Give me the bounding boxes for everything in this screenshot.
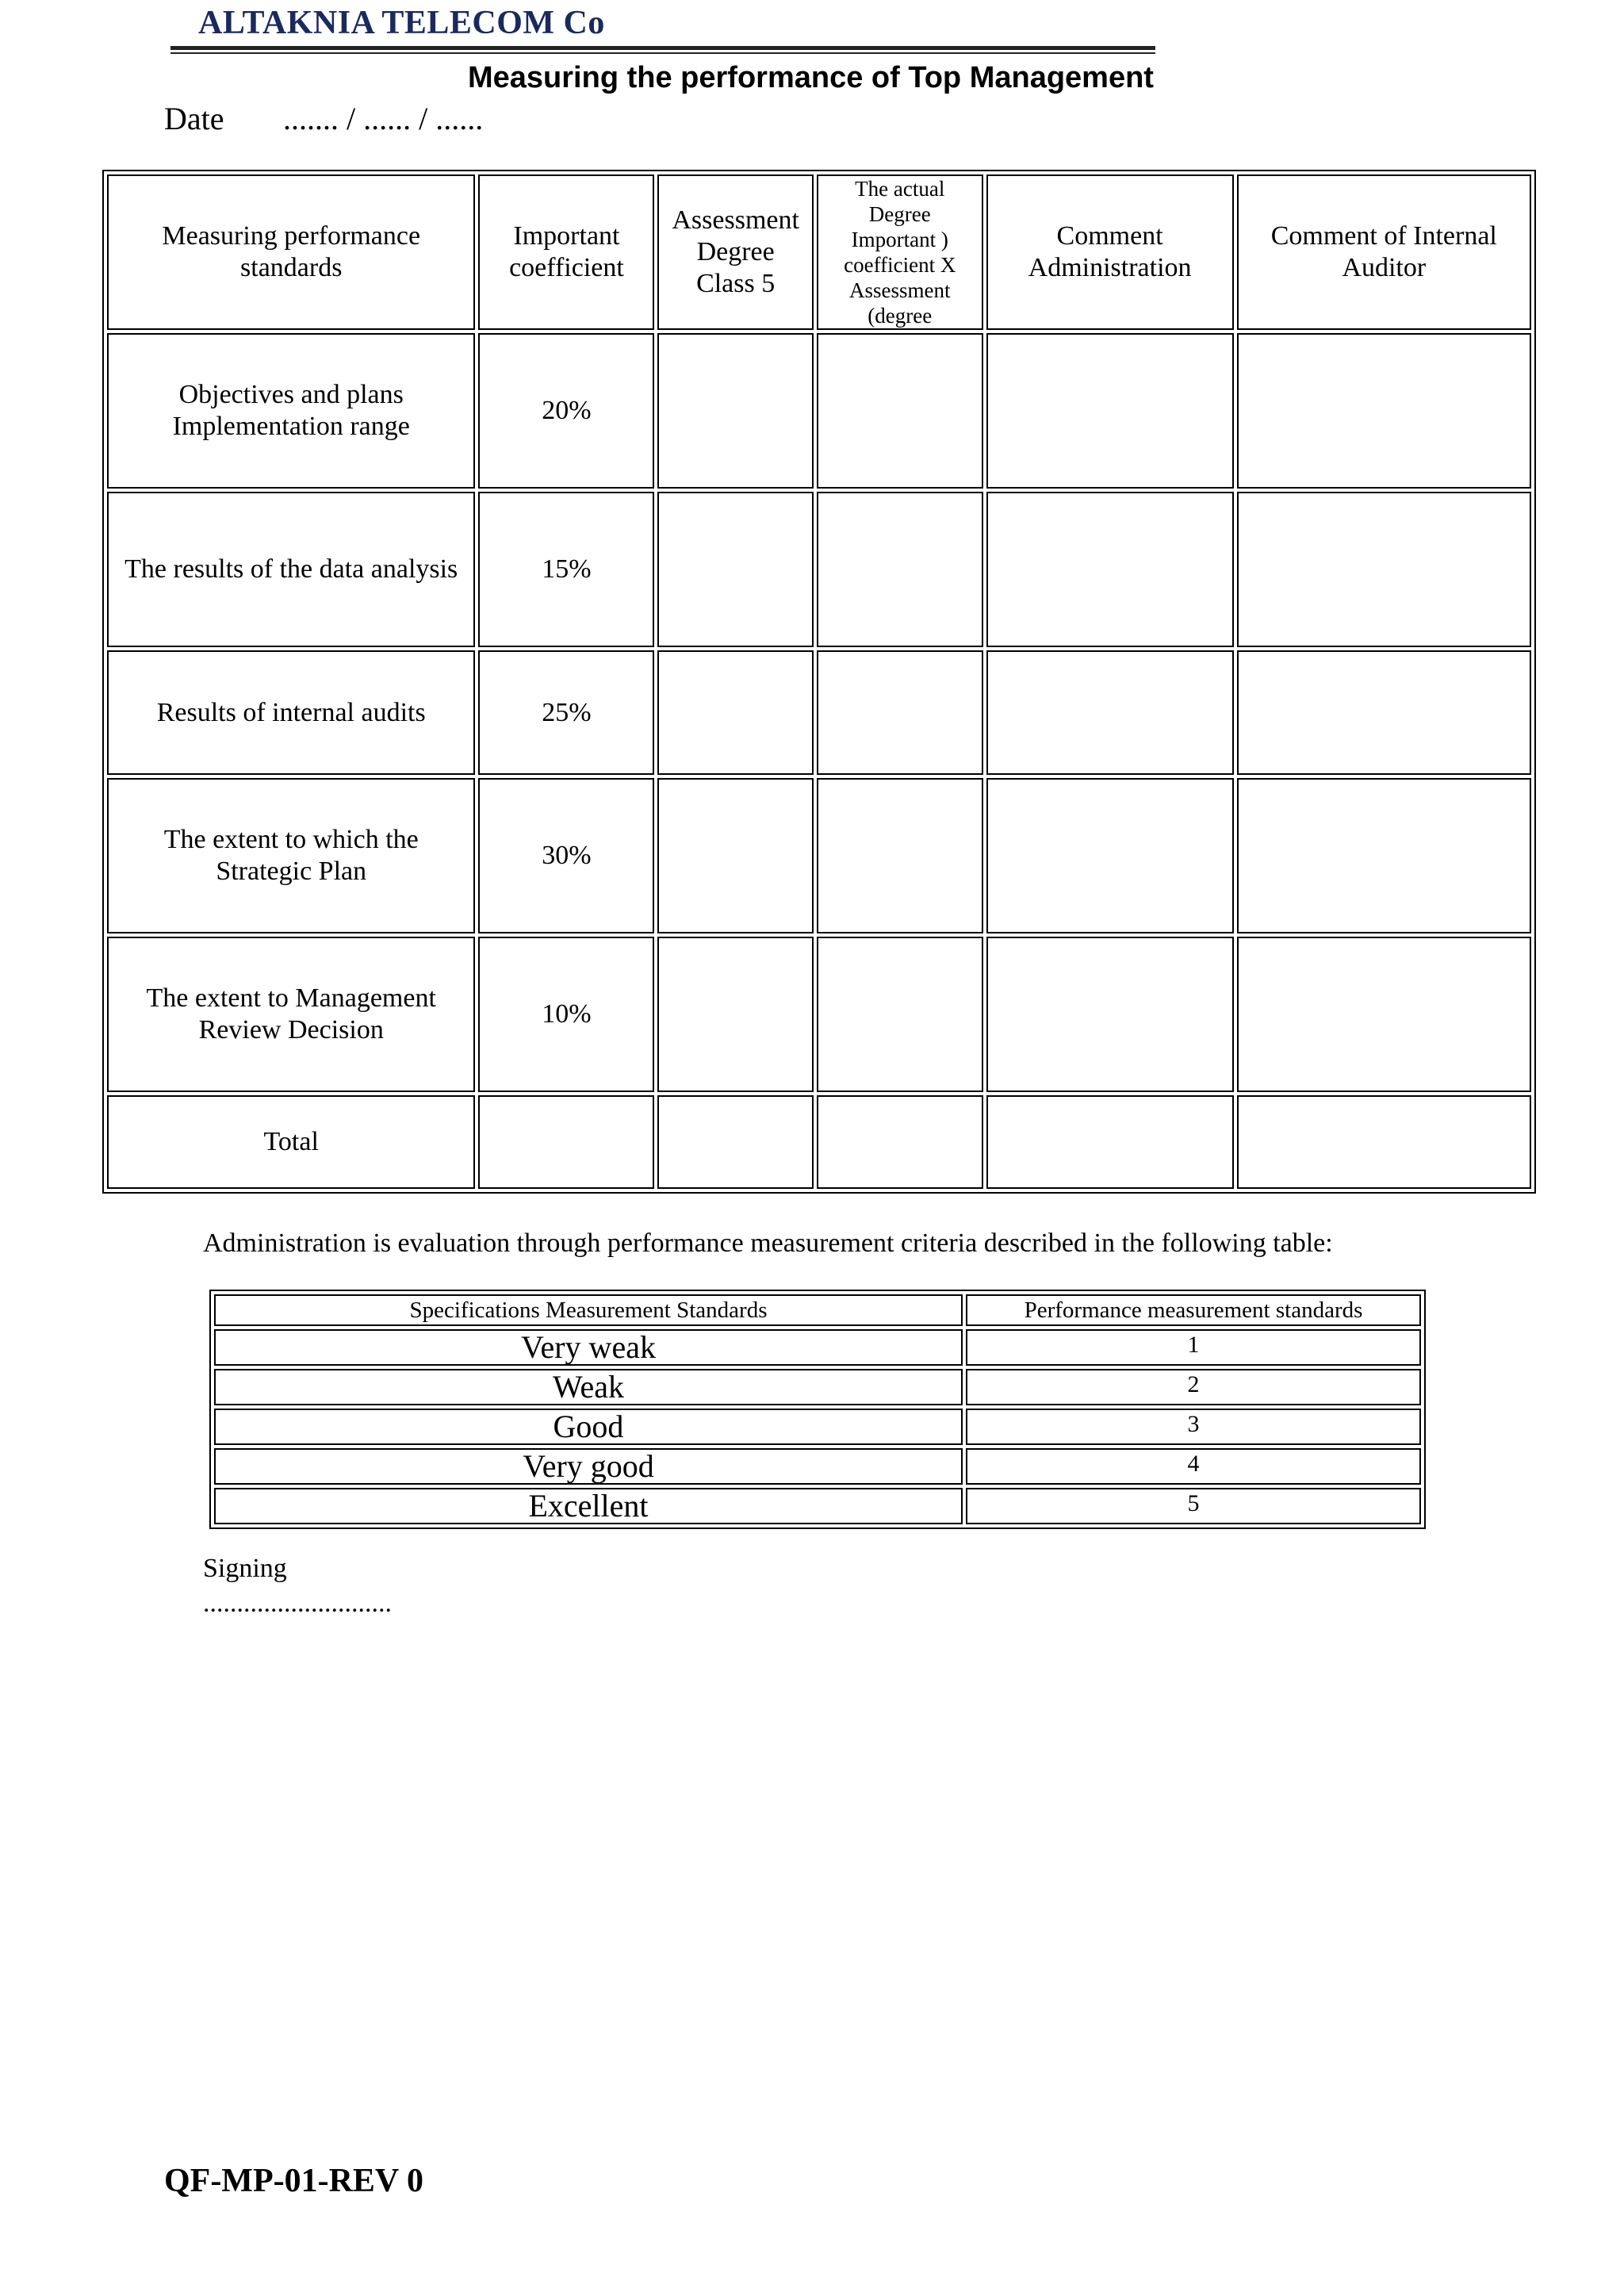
signing-label: Signing (203, 1554, 287, 1583)
comment-auditor-cell[interactable] (1237, 492, 1531, 647)
col-header-standards: Measuring performance standards (107, 174, 475, 330)
date-label: Date (164, 101, 224, 136)
assessment-degree-cell[interactable] (657, 650, 813, 775)
legend-spec: Good (214, 1409, 963, 1445)
actual-degree-cell[interactable] (817, 937, 983, 1092)
total-row (107, 1095, 1531, 1189)
document-title: Measuring the performance of Top Management (468, 61, 1154, 94)
header-rule-thin (170, 52, 1155, 54)
col-header-comment-auditor: Comment of Internal Auditor (1237, 174, 1531, 330)
legend-spec: Weak (214, 1369, 963, 1405)
legend-row (214, 1448, 1421, 1485)
legend-value: 3 (966, 1409, 1421, 1445)
total-comment-auditor-cell[interactable] (1237, 1095, 1531, 1189)
comment-admin-cell[interactable] (986, 778, 1234, 933)
legend-value: 4 (966, 1448, 1421, 1485)
form-code: QF-MP-01-REV 0 (164, 2163, 423, 2199)
signing-line[interactable]: ............................ (203, 1589, 392, 1618)
comment-admin-cell[interactable] (986, 650, 1234, 775)
standard-cell: The extent to which the Strategic Plan (107, 778, 475, 933)
table-row (107, 778, 1531, 933)
table-header-row (107, 174, 1531, 330)
legend-row (214, 1409, 1421, 1445)
comment-admin-cell[interactable] (986, 492, 1234, 647)
legend-table (209, 1290, 1426, 1529)
date-field[interactable]: ....... / ...... / ...... (283, 101, 484, 136)
legend-header-row (214, 1294, 1421, 1326)
legend-spec: Very good (214, 1448, 963, 1485)
actual-degree-cell[interactable] (817, 650, 983, 775)
legend-spec: Very weak (214, 1329, 963, 1366)
actual-degree-cell[interactable] (817, 492, 983, 647)
legend-spec: Excellent (214, 1488, 963, 1524)
comment-auditor-cell[interactable] (1237, 650, 1531, 775)
date-row (164, 97, 483, 141)
total-assessment-cell[interactable] (657, 1095, 813, 1189)
coefficient-cell: 10% (478, 937, 654, 1092)
standard-cell: Objectives and plans Implementation range (107, 333, 475, 489)
standard-cell: The results of the data analysis (107, 492, 475, 647)
table-row (107, 333, 1531, 489)
comment-auditor-cell[interactable] (1237, 333, 1531, 489)
standard-cell: The extent to Management Review Decision (107, 937, 475, 1092)
legend-value: 2 (966, 1369, 1421, 1405)
signing-block (203, 1551, 392, 1621)
col-header-actual-degree: The actual Degree Important ) coefficient X Assessment (degree (817, 174, 983, 330)
actual-degree-cell[interactable] (817, 778, 983, 933)
legend-row (214, 1369, 1421, 1405)
performance-table (102, 170, 1536, 1194)
actual-degree-cell[interactable] (817, 333, 983, 489)
standard-cell: Results of internal audits (107, 650, 475, 775)
table-row (107, 650, 1531, 775)
company-name: ALTAKNIA TELECOM Co (198, 5, 605, 41)
legend-header-spec: Specifications Measurement Standards (214, 1294, 963, 1326)
intro-text: Administration is evaluation through performance measurement criteria described in the following table: (203, 1228, 1333, 1258)
comment-admin-cell[interactable] (986, 333, 1234, 489)
total-coefficient-cell[interactable] (478, 1095, 654, 1189)
comment-auditor-cell[interactable] (1237, 778, 1531, 933)
table-row (107, 937, 1531, 1092)
legend-header-value: Performance measurement standards (966, 1294, 1421, 1326)
legend-row (214, 1488, 1421, 1524)
total-label: Total (107, 1095, 475, 1189)
legend-value: 1 (966, 1329, 1421, 1366)
legend-row (214, 1329, 1421, 1366)
assessment-degree-cell[interactable] (657, 778, 813, 933)
assessment-degree-cell[interactable] (657, 333, 813, 489)
comment-auditor-cell[interactable] (1237, 937, 1531, 1092)
col-header-coefficient: Important coefficient (478, 174, 654, 330)
header-rule-thick (170, 46, 1155, 50)
col-header-assessment: Assessment Degree Class 5 (657, 174, 813, 330)
assessment-degree-cell[interactable] (657, 492, 813, 647)
comment-admin-cell[interactable] (986, 937, 1234, 1092)
coefficient-cell: 30% (478, 778, 654, 933)
coefficient-cell: 25% (478, 650, 654, 775)
col-header-comment-admin: Comment Administration (986, 174, 1234, 330)
total-actual-degree-cell[interactable] (817, 1095, 983, 1189)
coefficient-cell: 15% (478, 492, 654, 647)
assessment-degree-cell[interactable] (657, 937, 813, 1092)
coefficient-cell: 20% (478, 333, 654, 489)
total-comment-admin-cell[interactable] (986, 1095, 1234, 1189)
table-row (107, 492, 1531, 647)
legend-value: 5 (966, 1488, 1421, 1524)
